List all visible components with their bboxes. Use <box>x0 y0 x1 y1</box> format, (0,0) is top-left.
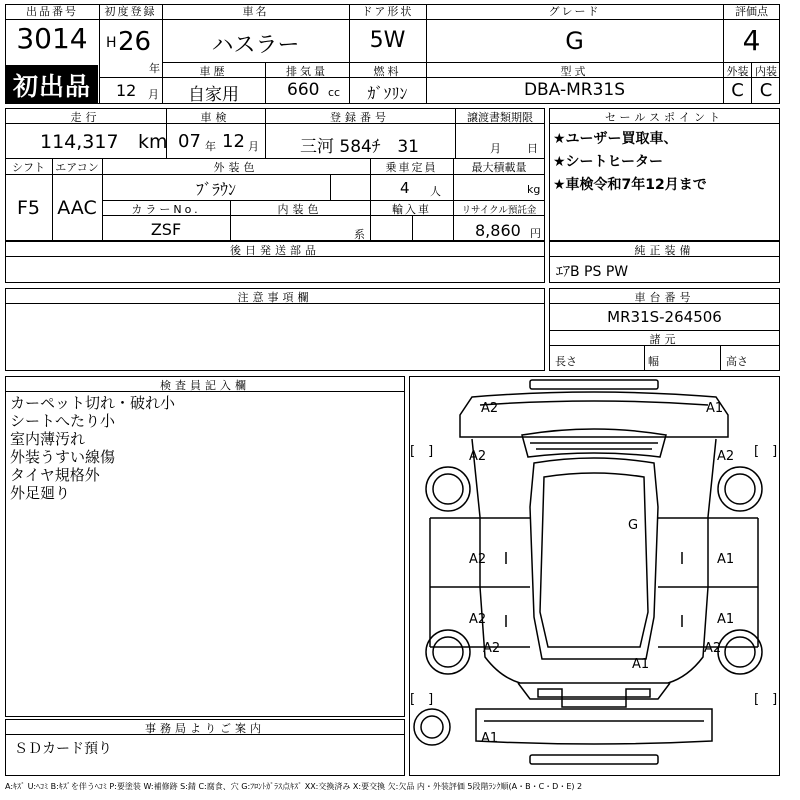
exterior-color: ﾌﾞﾗｳﾝ <box>195 180 236 199</box>
inspection-year-unit: 年 <box>205 140 216 153</box>
chassis-number: MR31S-264506 <box>607 308 722 326</box>
inspector-note-2: シートへたり小 <box>10 412 116 430</box>
damage-rear-door-right: A1 <box>717 612 735 627</box>
transfer-month-unit: 月 <box>490 142 501 155</box>
damage-rear-fender-right: A2 <box>704 641 722 656</box>
car-name: ハスラー <box>211 33 300 58</box>
grade: G <box>565 27 584 55</box>
inspector-note-4: 外装うすい線傷 <box>10 448 116 466</box>
aircon-label: エアコン <box>55 161 99 174</box>
shift: F5 <box>16 197 41 219</box>
first-reg-era: H <box>106 35 117 51</box>
capacity: 4 <box>400 179 410 197</box>
interior-color-unit: 系 <box>354 228 365 241</box>
bracket-rear-right: [ ] <box>754 692 778 707</box>
car-outline <box>410 377 778 774</box>
first-reg-year: 26 <box>118 27 152 57</box>
exterior-color-label: 外装色 <box>213 161 259 174</box>
shift-label: シフト <box>12 161 45 174</box>
displacement-unit: cc <box>328 86 341 99</box>
inspection-label: 車検 <box>200 111 231 124</box>
damage-rear: A1 <box>481 731 499 746</box>
displacement: 660 <box>287 80 320 100</box>
lot-number: 3014 <box>16 22 88 55</box>
capacity-unit: 人 <box>430 185 441 198</box>
sales-point-1: ★ユーザー買取車、 <box>553 131 678 147</box>
interior-color-label: 内装色 <box>277 203 323 216</box>
exterior-score: C <box>731 80 744 101</box>
door-label: ドア形状 <box>349 4 426 20</box>
first-reg-month: 12 <box>116 81 137 100</box>
aircon: AAC <box>57 197 97 219</box>
equipment-label: 純正装備 <box>634 244 695 257</box>
damage-front-left: A2 <box>481 401 499 416</box>
inspector-note-1: カーペット切れ・破れ小 <box>10 394 176 412</box>
fuel-label: 燃料 <box>373 65 402 78</box>
chassis-label: 車台番号 <box>634 291 695 304</box>
import-label: 輸入車 <box>392 203 431 216</box>
inspector-label: 検査員記入欄 <box>160 379 250 392</box>
inspection-year: 07 <box>178 131 201 152</box>
door-type: 5W <box>369 28 406 53</box>
car-name-label: 車名 <box>162 4 349 20</box>
sales-point-3: ★車検令和7年12月まで <box>553 177 707 193</box>
first-reg-year-unit: 年 <box>149 62 160 75</box>
first-listing-label: 初出品 <box>12 72 91 101</box>
transfer-day-unit: 日 <box>527 142 538 155</box>
plate-number: 三河 584ﾁ 31 <box>300 137 419 157</box>
score-label: 評価点 <box>723 4 780 20</box>
plate-label: 登録番号 <box>330 111 390 124</box>
damage-roof-rear: A1 <box>632 657 650 672</box>
spec-length-label: 長さ <box>555 355 577 368</box>
mileage-label: 走行 <box>70 111 101 124</box>
sales-point-2: ★シートヒーター <box>553 154 663 170</box>
interior-score-label: 内装 <box>755 65 777 78</box>
sales-points-label: セールスポイント <box>604 111 724 124</box>
first-reg-month-unit: 月 <box>148 88 159 101</box>
damage-rear-fender-left: A2 <box>483 641 501 656</box>
mileage: 114,317 <box>40 131 119 153</box>
max-load-unit: kg <box>527 183 541 196</box>
max-load-label: 最大積載量 <box>471 161 527 174</box>
lot-number-label: 出品番号 <box>5 4 99 20</box>
recycle-deposit: 8,860 <box>475 221 521 240</box>
legend: A:ｷｽﾞ U:ﾍｺﾐ B:ｷｽﾞを伴うﾍｺﾐ P:要塗装 W:補修跡 S:錆 C:腐食、穴 G:ﾌﾛﾝﾄｶﾞﾗｽ点ｷｽﾞ XX:交換済み X:要交換 欠:欠品 内・外装評価 5段階ﾗﾝｸ順(A・B・C・D・E) 2 <box>5 782 583 791</box>
spec-width-label: 幅 <box>648 355 659 368</box>
equipment: ｴｱB PS PW <box>556 264 629 280</box>
damage-front-right: A1 <box>706 401 724 416</box>
damage-rear-door-left: A2 <box>469 612 487 627</box>
exterior-score-label: 外装 <box>726 65 749 78</box>
model-label: 型式 <box>560 65 589 78</box>
score: 4 <box>742 24 761 57</box>
damage-front-fender-left: A2 <box>469 449 487 464</box>
displacement-label: 排気量 <box>286 65 328 78</box>
inspection-month: 12 <box>222 131 245 152</box>
specs-label: 諸元 <box>649 333 680 346</box>
recycle-unit: 円 <box>530 227 541 240</box>
damage-front-fender-right: A2 <box>717 449 735 464</box>
damage-glass: G <box>628 518 639 533</box>
fuel: ｶﾞｿﾘﾝ <box>367 84 408 103</box>
interior-score: C <box>759 80 773 101</box>
recycle-label: リサイクル預託金 <box>461 205 537 216</box>
damage-diagram <box>409 376 780 776</box>
history-label: 車歴 <box>199 65 228 78</box>
notes-label: 注意事項欄 <box>237 291 313 304</box>
inspector-note-6: 外足廻り <box>10 484 71 502</box>
capacity-label: 乗車定員 <box>385 161 438 174</box>
damage-front-door-right: A1 <box>717 552 735 567</box>
grade-label: グレード <box>426 4 723 20</box>
office-label: 事務局よりご案内 <box>145 722 265 735</box>
color-no: ZSF <box>150 220 182 239</box>
bracket-rear-left: [ ] <box>410 692 434 707</box>
office-note: ＳＤカード預り <box>14 741 112 757</box>
color-no-label: カラーNo. <box>131 203 201 216</box>
bracket-front-right: [ ] <box>754 444 778 459</box>
spec-height-label: 高さ <box>726 355 748 368</box>
first-reg-label: 初度登録 <box>99 4 162 20</box>
inspector-note-5: タイヤ規格外 <box>10 466 100 484</box>
later-parts-label: 後日発送部品 <box>230 244 320 257</box>
model: DBA-MR31S <box>523 80 626 100</box>
history: 自家用 <box>188 85 239 105</box>
inspection-month-unit: 月 <box>248 140 259 153</box>
bracket-front-left: [ ] <box>410 444 434 459</box>
transfer-deadline-label: 譲渡書類期限 <box>467 111 533 124</box>
mileage-unit: km <box>138 131 168 153</box>
inspector-note-3: 室内薄汚れ <box>10 430 86 448</box>
damage-front-door-left: A2 <box>469 552 487 567</box>
